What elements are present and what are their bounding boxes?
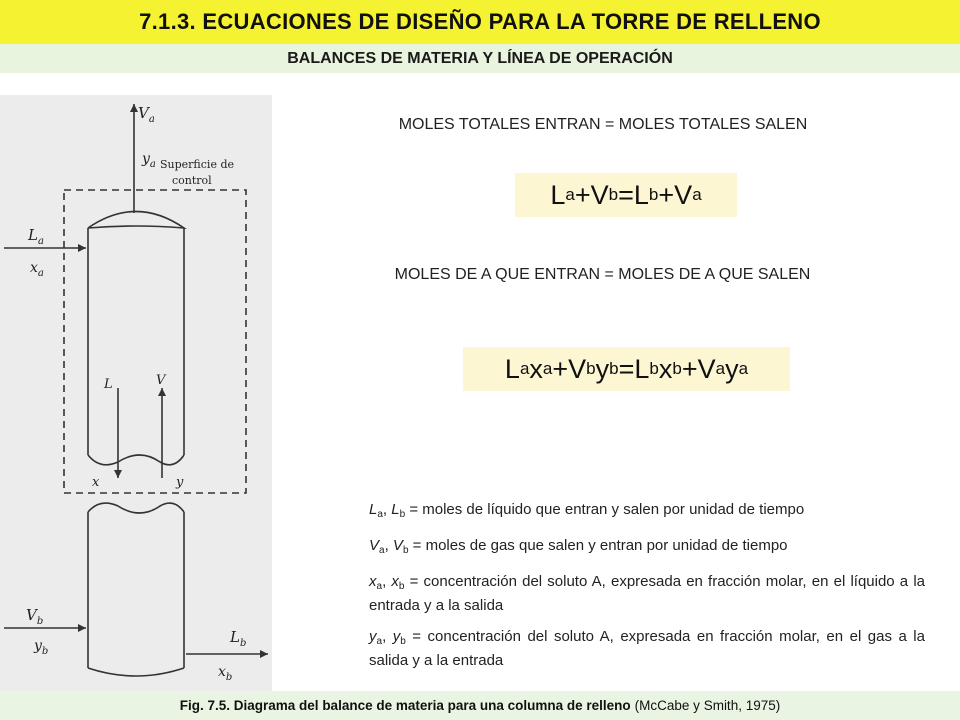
slide-title: 7.1.3. ECUACIONES DE DISEÑO PARA LA TORRE DE RELLENO	[0, 0, 960, 44]
label-vb: $V_b$	[26, 606, 44, 627]
label-x: x	[92, 475, 100, 490]
lower-column-shell	[88, 512, 184, 668]
column-diagram-svg	[0, 95, 272, 695]
definition-l: $L_a$, $L_b$ = moles de líquido que entran y salen por unidad de tiempo	[369, 501, 805, 520]
label-lb: $L_b$	[230, 628, 247, 649]
label-surface-2: control	[172, 174, 212, 187]
label-yb: $y_b$	[34, 638, 49, 657]
caption-reference: (McCabe y Smith, 1975)	[634, 698, 781, 713]
upper-column-top	[88, 212, 184, 229]
label-l: L	[104, 377, 113, 392]
total-moles-balance-text: MOLES TOTALES ENTRAN = MOLES TOTALES SALEN	[398, 116, 808, 133]
label-ya: $y_a$	[142, 151, 156, 170]
label-surface-1: Superficie de	[160, 158, 235, 171]
label-xa: $x_a$	[30, 260, 44, 279]
definition-x: $x_a$, $x_b$ = concentración del soluto A, expresada en fracción molar, en el líquido a la entrada y a la salida	[369, 573, 925, 614]
upper-column-shell	[88, 228, 184, 455]
column-diagram	[0, 95, 272, 695]
definition-v: $V_a$, $V_b$ = moles de gas que salen y entran por unidad de tiempo	[369, 537, 788, 556]
lower-column-bottom	[88, 668, 184, 676]
definition-y: $y_a$, $y_b$ = concentración del soluto A, expresada en fracción molar, en el gas a la salida y a la entrada	[369, 628, 925, 669]
label-xb: $x_b$	[218, 664, 233, 683]
upper-column-break	[88, 455, 184, 465]
lower-column-break	[88, 503, 184, 513]
label-va: $V_a$	[138, 104, 155, 125]
label-v: V	[156, 373, 166, 388]
total-balance-equation: L a + V b = L b + V a	[515, 173, 737, 217]
variable-definitions	[369, 500, 925, 682]
figure-caption	[0, 691, 960, 720]
label-y: y	[176, 475, 184, 490]
caption-title: Fig. 7.5. Diagrama del balance de materia para una columna de relleno	[179, 698, 631, 713]
slide-subtitle: BALANCES DE MATERIA Y LÍNEA DE OPERACIÓN	[0, 44, 960, 73]
control-surface	[64, 190, 246, 493]
component-balance-equation: L a x a + V b y b = L b x b + V a y a	[463, 347, 790, 391]
component-a-balance-text: MOLES DE A QUE ENTRAN = MOLES DE A QUE SALEN	[394, 266, 811, 283]
label-la: $L_a$	[28, 226, 44, 247]
